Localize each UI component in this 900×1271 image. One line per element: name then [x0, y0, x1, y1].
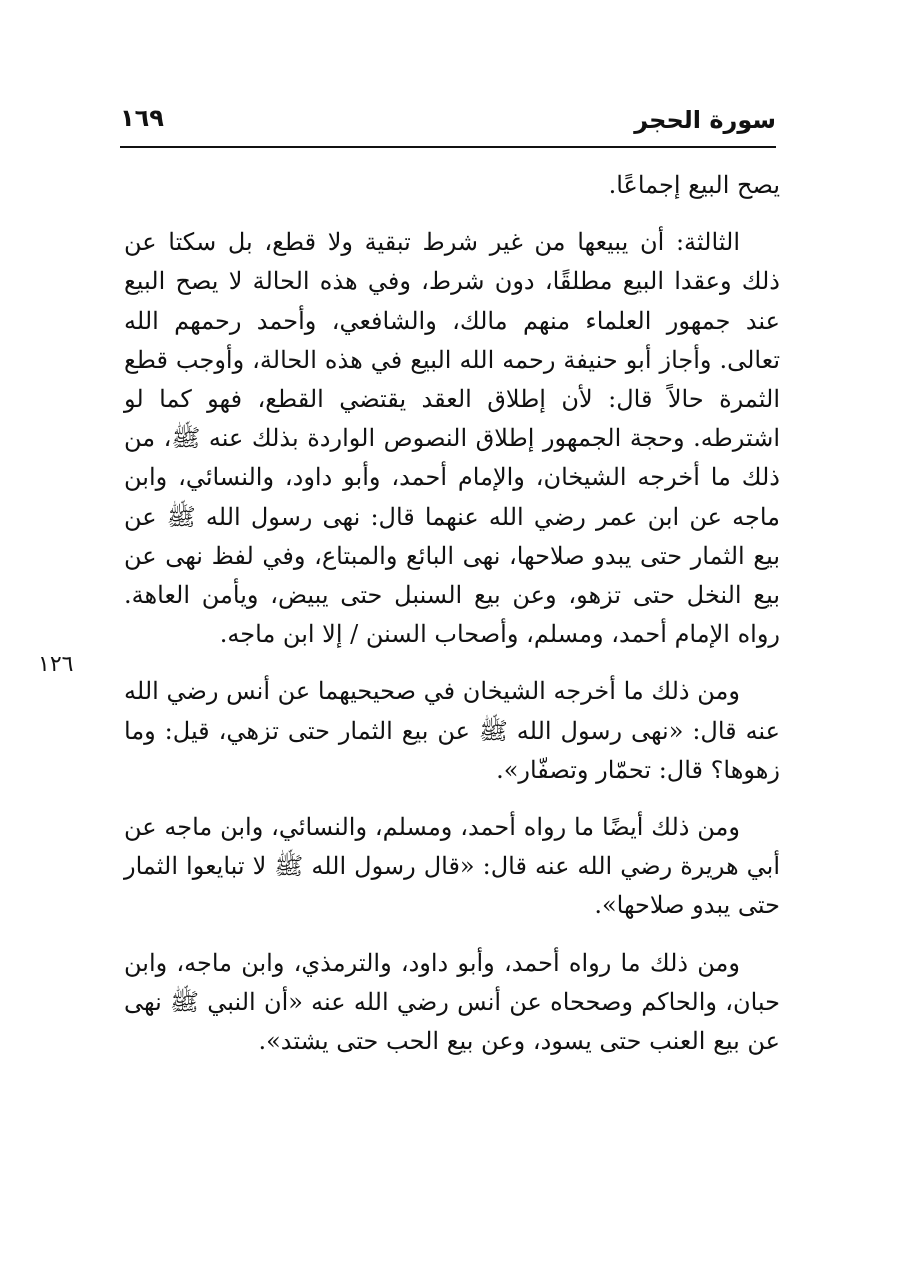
paragraph-2: الثالثة: أن يبيعها من غير شرط تبقية ولا قطع، بل سكتا عن ذلك وعقدا البيع مطلقًا، دون شرط، وفي هذه الحالة لا يصح البيع عند جمهور العلماء منهم مالك، والشافعي، وأحمد رحمهم الله تعالى. وأجاز أبو حنيفة رحمه الله البيع في هذه الحالة، وأوجب قطع الثمرة حالاً قال: لأن إطلاق العقد يقتضي القطع، فهو كما لو اشترطه. وحجة الجمهور إطلاق النصوص الواردة بذلك عنه ﷺ، من ذلك ما أخرجه الشيخان، والإمام أحمد، وأبو داود، والنسائي، وابن ماجه عن ابن عمر رضي الله عنهما قال: نهى رسول الله ﷺ عن بيع الثمار حتى يبدو صلاحها، نهى البائع والمبتاع، وفي لفظ نهى عن بيع النخل حتى تزهو، وعن بيع السنبل حتى يبيض، ويأمن العاهة. رواه الإمام أحمد، ومسلم، وأصحاب السنن / إلا ابن ماجه.	[124, 228, 780, 649]
paragraph-4: ومن ذلك أيضًا ما رواه أحمد، ومسلم، والنسائي، وابن ماجه عن أبي هريرة رضي الله عنه قال: «قال رسول الله ﷺ لا تبايعوا الثمار حتى يبدو صلاحها».	[124, 813, 780, 920]
page-number: ١٦٩	[120, 104, 164, 132]
page-header	[120, 100, 776, 148]
margin-page-reference: ١٢٦	[38, 652, 74, 677]
paragraph-5: ومن ذلك ما رواه أحمد، وأبو داود، والترمذي، وابن ماجه، وابن حبان، والحاكم وصححاه عن أنس رضي الله عنه «أن النبي ﷺ نهى عن بيع العنب حتى يسود، وعن بيع الحب حتى يشتد».	[124, 948, 780, 1056]
body-text	[124, 166, 780, 1061]
paragraph-3: ومن ذلك ما أخرجه الشيخان في صحيحيهما عن أنس رضي الله عنه قال: «نهى رسول الله ﷺ عن بيع الثمار حتى تزهي، قيل: وما زهوها؟ قال: تحمّار وتصفّار».	[124, 677, 780, 784]
paragraph-1: يصح البيع إجماعًا.	[608, 171, 780, 199]
surah-title: سورة الحجر	[634, 106, 776, 134]
